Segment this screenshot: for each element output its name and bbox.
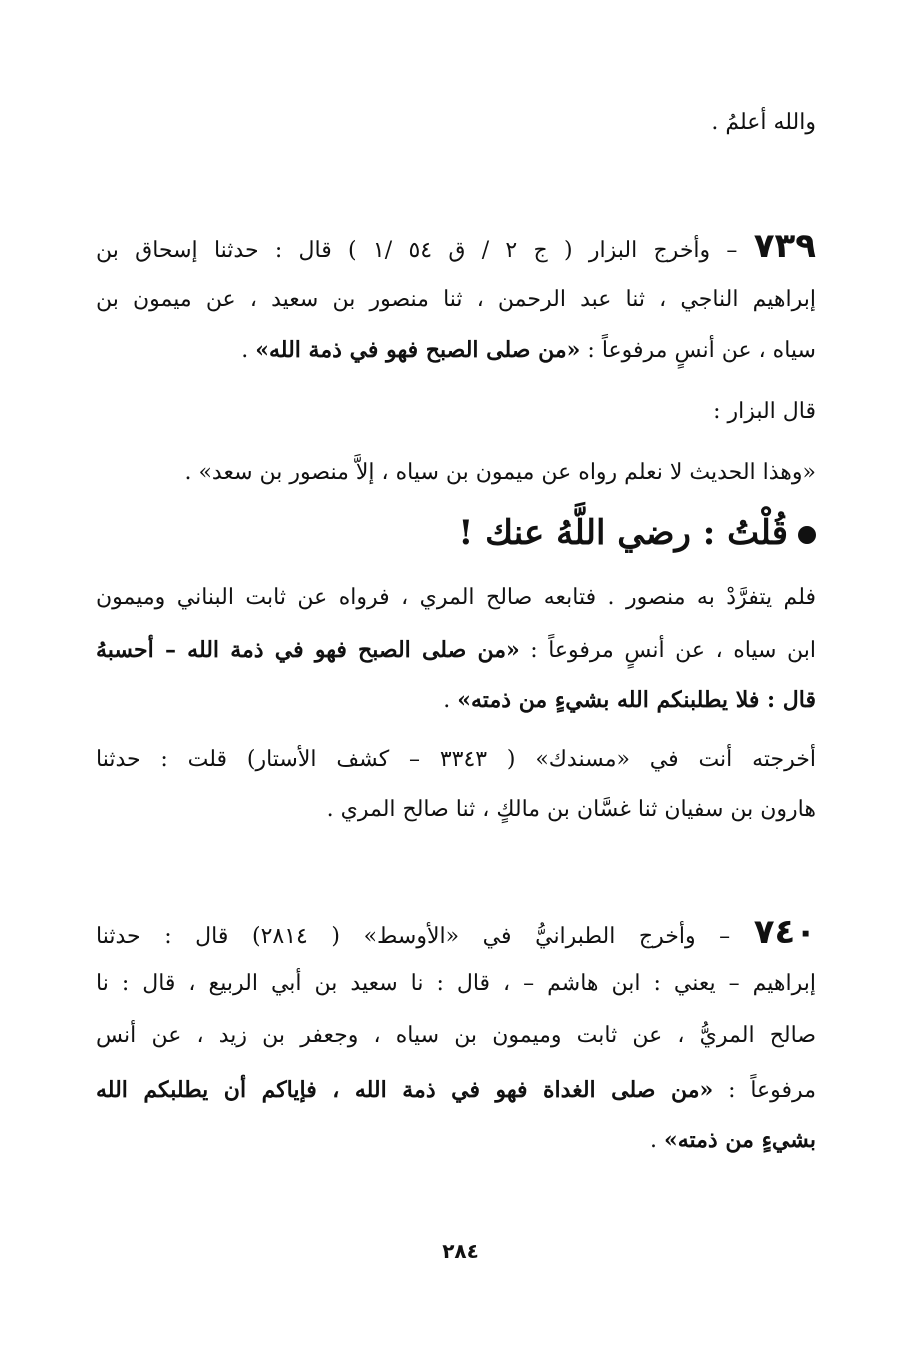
comment-line-2 — [96, 630, 816, 674]
entry-739-text-3: سياه ، عن أنسٍ مرفوعاً : — [580, 338, 816, 363]
entry-740-line-3 — [96, 1016, 816, 1060]
entry-739-end: . — [241, 338, 256, 363]
comment-text-1: فلم يتفرَّدْ به منصور . فتابعه صالح المري ، فرواه عن ثابت البناني وميمون — [96, 585, 816, 610]
bazzar-label: قال البزار : — [713, 399, 816, 424]
entry-740-text-2: إبراهيم – يعني : ابن هاشم – ، قال : نا سعيد بن أبي الربيع ، قال : نا — [96, 971, 816, 996]
entry-740-line-2 — [96, 964, 816, 1008]
page-number: ٢٨٤ — [442, 1239, 479, 1263]
bazzar-quote-line — [96, 453, 816, 497]
entry-740-line-4 — [96, 1070, 816, 1114]
closing-text: والله أعلمُ . — [711, 110, 816, 135]
closing-line — [96, 103, 816, 147]
comment-line-4 — [96, 740, 816, 784]
entry-739-line-2 — [96, 280, 816, 324]
comment-line-3 — [96, 680, 816, 724]
entry-740-end: . — [649, 1128, 664, 1153]
comment-hadith-1: «من صلى الصبح فهو في ذمة الله – أحسبهُ — [96, 637, 520, 663]
entry-739-text-2: إبراهيم الناجي ، ثنا عبد الرحمن ، ثنا منصور بن سعيد ، عن ميمون بن — [96, 287, 816, 312]
entry-739-hadith: «من صلى الصبح فهو في ذمة الله» — [255, 337, 581, 363]
bazzar-label-line — [96, 392, 816, 436]
comment-text-5: هارون بن سفيان ثنا غسَّان بن مالكٍ ، ثنا صالح المري . — [326, 797, 816, 822]
entry-740-text-4: مرفوعاً : — [713, 1078, 816, 1103]
entry-740-hadith-2: بشيءٍ من ذمته» — [663, 1127, 816, 1153]
entry-740-hadith-1: «من صلى الغداة فهو في ذمة الله ، فإياكم أن يطلبكم الله — [96, 1077, 714, 1103]
entry-740-text-3: صالح المريُّ ، عن ثابت وميمون بن سياه ، وجعفر بن زيد ، عن أنس — [96, 1023, 816, 1048]
comment-heading — [96, 508, 816, 564]
comment-end: . — [443, 688, 458, 713]
bazzar-quote: «وهذا الحديث لا نعلم رواه عن ميمون بن سياه ، إلاَّ منصور بن سعد» . — [184, 460, 816, 485]
comment-hadith-2: قال : فلا يطلبنكم الله بشيءٍ من ذمته» — [457, 687, 816, 713]
bullet-icon — [798, 526, 816, 544]
entry-739-number: ٧٣٩ — [753, 226, 816, 266]
entry-740-text-1: – وأخرج الطبرانيُّ في «الأوسط» ( ٢٨١٤) قال : حدثنا — [96, 924, 731, 949]
entry-740-line-5 — [96, 1120, 816, 1164]
entry-740-line-1 — [96, 908, 816, 958]
entry-740-number: ٧٤٠ — [753, 912, 816, 952]
comment-heading-text: قُلْتُ : رضي اللَّهُ عنك ! — [458, 513, 788, 553]
entry-739-text-1: – وأخرج البزار ( ج ٢ / ق ٥٤ /١ ) قال : حدثنا إسحاق بن — [96, 238, 738, 263]
comment-text-4: أخرجته أنت في «مسندك» ( ٣٣٤٣ – كشف الأستار) قلت : حدثنا — [96, 747, 816, 772]
comment-line-5 — [96, 790, 816, 834]
entry-739-line-1 — [96, 222, 816, 272]
comment-line-1 — [96, 578, 816, 622]
entry-739-line-3 — [96, 330, 816, 374]
comment-text-2: ابن سياه ، عن أنسٍ مرفوعاً : — [519, 638, 816, 663]
